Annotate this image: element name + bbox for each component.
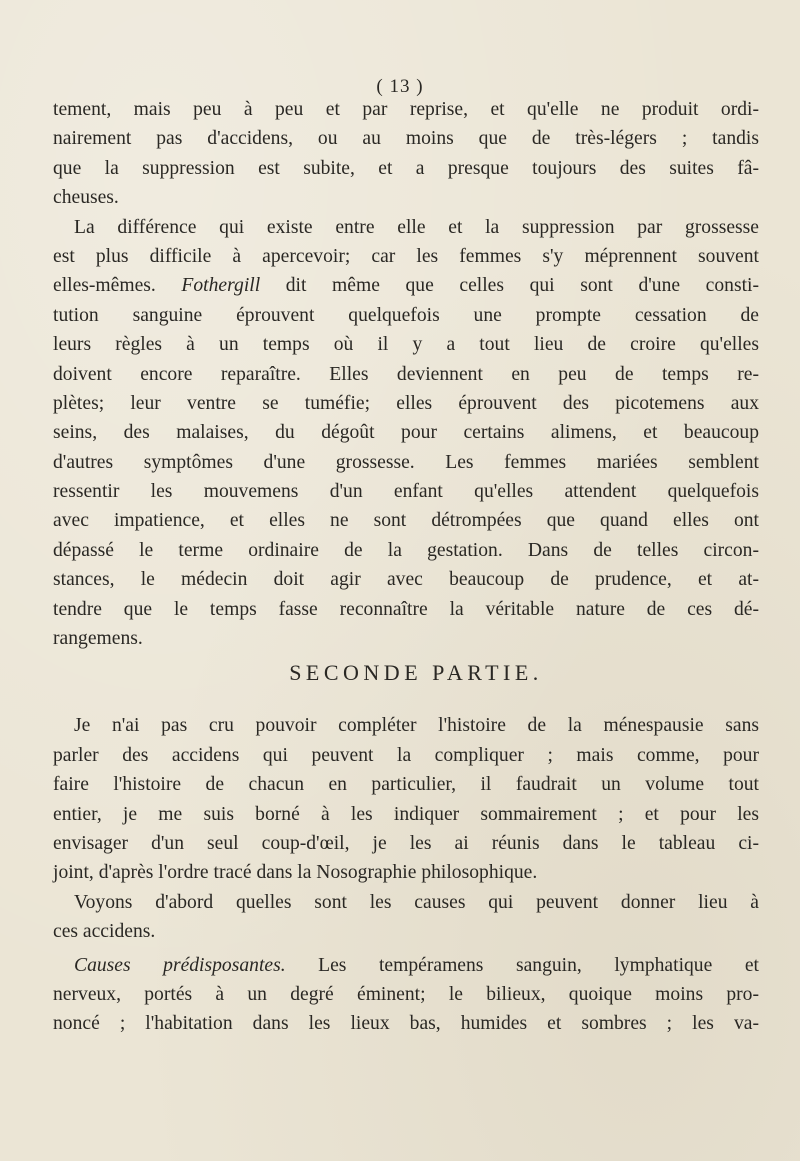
text-line: seins, des malaises, du dégoût pour certains alimens, et beaucoup <box>53 422 759 444</box>
text-line: parler des accidens qui peuvent la compliquer ; mais comme, pour <box>53 744 759 766</box>
text-line: ressentir les mouvemens d'un enfant qu'elles attendent quelquefois <box>53 481 759 503</box>
text-line: noncé ; l'habitation dans les lieux bas, humides et sombres ; les va- <box>53 1013 759 1035</box>
text-line <box>53 951 759 980</box>
section-heading: SECONDE PARTIE. <box>289 660 543 686</box>
paragraph-grossesse <box>53 213 759 654</box>
text-line: Je n'ai pas cru pouvoir compléter l'histoire de la ménespausie sans <box>74 715 759 737</box>
text-line: entier, je me suis borné à les indiquer sommairement ; et pour les <box>53 803 759 825</box>
text-line: envisager d'un seul coup-d'œil, je les ai réunis dans le tableau ci- <box>53 832 759 854</box>
paragraph-causes-predisposantes <box>53 951 759 1039</box>
text-line: leurs règles à un temps où il y a tout lieu de croire qu'elles <box>53 334 759 356</box>
text-line: doivent encore reparaître. Elles deviennent en peu de temps re- <box>53 363 759 385</box>
text-line: tution sanguine éprouvent quelquefois une prompte cessation de <box>53 304 759 326</box>
text-run: elles-mêmes. <box>53 275 182 297</box>
text-line: nerveux, portés à un degré éminent; le bilieux, quoique moins pro- <box>53 983 759 1005</box>
text-line: La différence qui existe entre elle et la suppression par grossesse <box>74 216 759 238</box>
text-run: Les tempéramens sanguin, lymphatique et <box>285 954 759 976</box>
text-line: dépassé le terme ordinaire de la gestation. Dans de telles circon- <box>53 539 759 561</box>
text-line: tement, mais peu à peu et par reprise, et qu'elle ne produit ordi- <box>53 99 759 120</box>
text-line: stances, le médecin doit agir avec beaucoup de prudence, et at- <box>53 569 759 591</box>
text-line: Voyons d'abord quelles sont les causes qui peuvent donner lieu à <box>74 891 759 913</box>
text-line: cheuses. <box>53 187 119 209</box>
text-line <box>53 271 759 300</box>
paragraph-causes-intro <box>53 888 759 947</box>
paragraph-continuation <box>53 95 759 213</box>
text-line: avec impatience, et elles ne sont détrompées que quand elles ont <box>53 510 759 532</box>
text-line: nairement pas d'accidens, ou au moins que de très-légers ; tandis <box>53 128 759 150</box>
text-run: dit même que celles qui sont d'une consti- <box>260 275 759 297</box>
paragraph-introduction <box>53 711 759 887</box>
text-line: rangemens. <box>53 628 143 650</box>
text-line: faire l'histoire de chacun en particulier, il faudrait un volume tout <box>53 774 759 796</box>
body-text <box>53 95 759 1039</box>
text-line: joint, d'après l'ordre tracé dans la Nosographie philosophique. <box>53 862 538 884</box>
text-line: ces accidens. <box>53 921 156 943</box>
author-name: Fothergill <box>181 275 261 297</box>
page-number: ( 13 ) <box>376 76 424 97</box>
text-line: d'autres symptômes d'une grossesse. Les femmes mariées semblent <box>53 451 759 473</box>
text-line: tendre que le temps fasse reconnaître la véritable nature de ces dé- <box>53 598 759 620</box>
text-line: plètes; leur ventre se tuméfie; elles éprouvent des picotemens aux <box>53 392 759 414</box>
subsection-title: Causes prédisposantes. <box>74 954 286 976</box>
spacer <box>53 691 759 711</box>
text-line: est plus difficile à apercevoir; car les femmes s'y méprennent souvent <box>53 245 759 267</box>
text-line: que la suppression est subite, et a presque toujours des suites fâ- <box>53 157 759 179</box>
